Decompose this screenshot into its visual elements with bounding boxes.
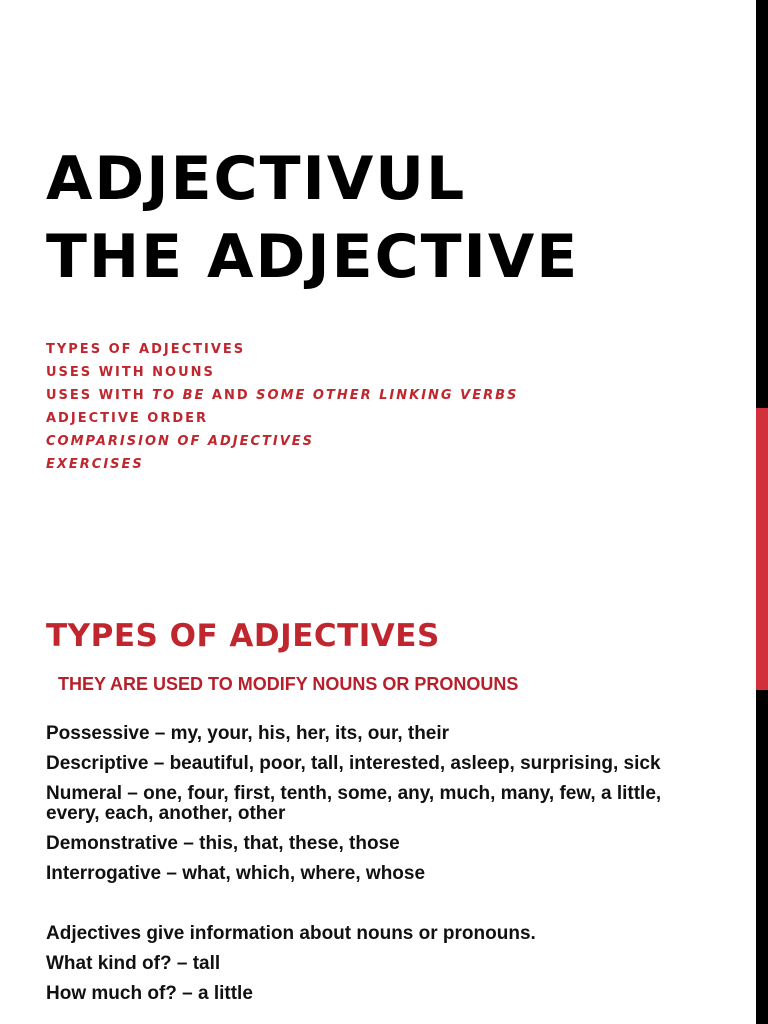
section-subtitle: THEY ARE USED TO MODIFY NOUNS OR PRONOUNS — [58, 674, 519, 694]
body-line-what-kind: What kind of? – tall — [46, 953, 221, 974]
toc-item3-part-b: TO BE — [152, 388, 206, 403]
toc-item3-part-d: SOME OTHER LINKING VERBS — [256, 388, 519, 403]
toc-item-exercises: EXERCISES — [46, 457, 144, 472]
right-edge-bar-black-bottom — [756, 690, 768, 1024]
toc-item3-part-a: USES WITH — [46, 388, 153, 403]
toc-item-adjective-order: ADJECTIVE ORDER — [46, 411, 209, 426]
body-line-descriptive: Descriptive – beautiful, poor, tall, interested, asleep, surprising, sick — [46, 753, 661, 774]
body-line-numeral: Numeral – one, four, first, tenth, some, any, much, many, few, a little, every, each, another, other — [46, 783, 662, 824]
title-line-1: ADJECTIVUL — [46, 144, 467, 214]
body-line-how-much: How much of? – a little — [46, 983, 253, 1004]
section-title: TYPES OF ADJECTIVES — [46, 618, 440, 654]
title-line-2: THE ADJECTIVE — [46, 222, 580, 292]
page-title — [46, 140, 579, 296]
body-line-interrogative: Interrogative – what, which, where, whose — [46, 863, 426, 884]
toc-item-types: TYPES OF ADJECTIVES — [46, 342, 246, 357]
right-edge-bar-black-top — [756, 0, 768, 408]
body-line-info: Adjectives give information about nouns or pronouns. — [46, 923, 536, 944]
body-line-demonstrative: Demonstrative – this, that, these, those — [46, 833, 400, 854]
toc-item-uses-with-nouns: USES WITH NOUNS — [46, 365, 215, 380]
table-of-contents — [46, 338, 518, 476]
toc-item-comparision: COMPARISION OF ADJECTIVES — [46, 434, 315, 449]
toc-item3-part-c: AND — [205, 388, 257, 403]
body-line-possessive: Possessive – my, your, his, her, its, our, their — [46, 723, 450, 744]
toc-item-uses-with-to-be — [46, 384, 518, 407]
section-body — [46, 724, 686, 1014]
body-spacer — [46, 894, 686, 924]
right-edge-bar-red — [756, 408, 768, 690]
